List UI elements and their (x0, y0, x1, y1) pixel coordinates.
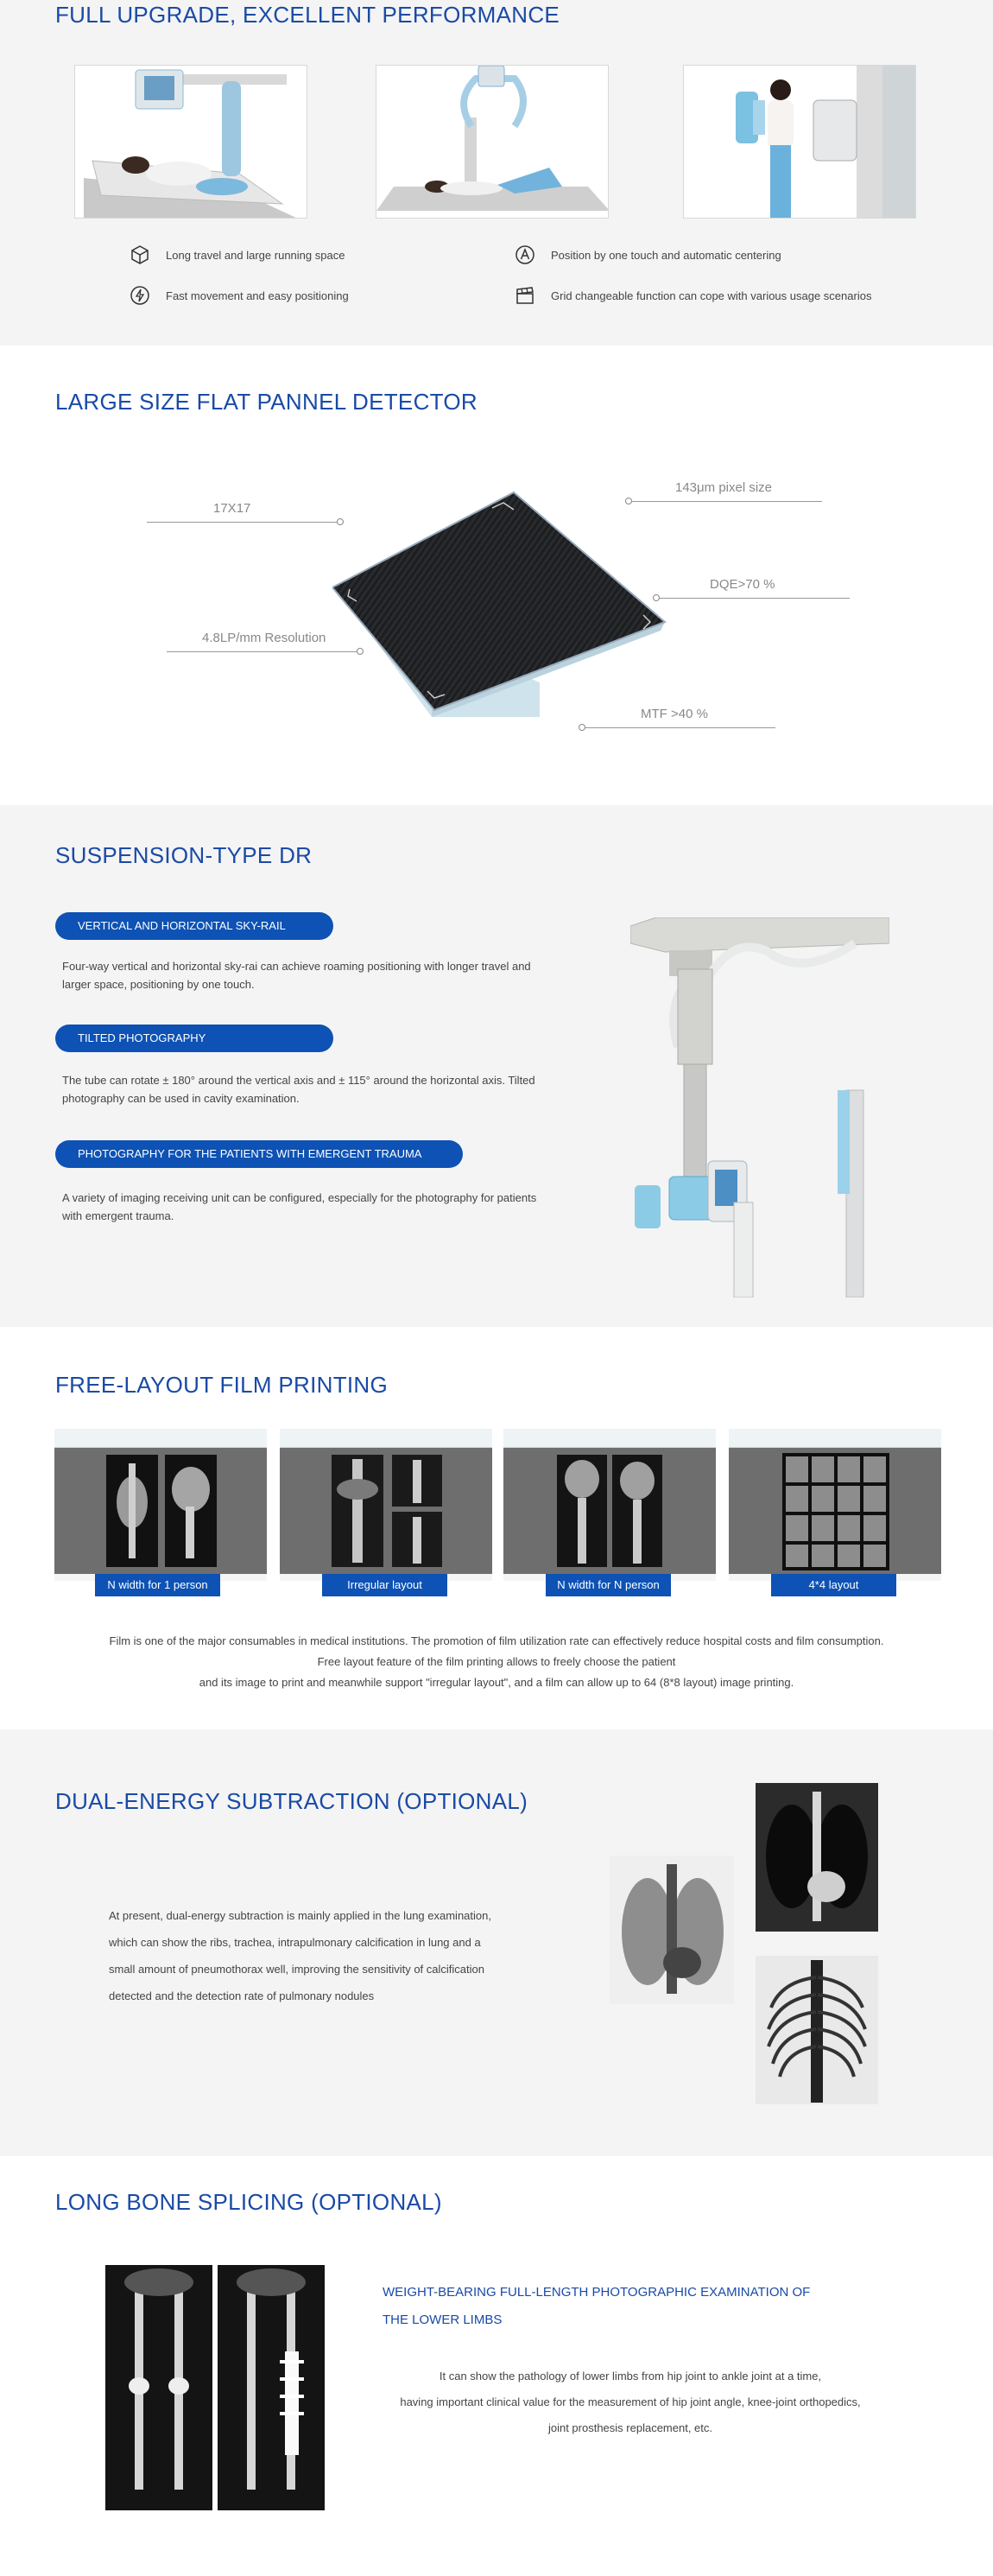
section-title: FREE-LAYOUT FILM PRINTING (55, 1372, 389, 1398)
feature-label: Grid changeable function can cope with various usage scenarios (551, 289, 872, 302)
feature-item (515, 244, 781, 265)
feature-item (130, 285, 349, 306)
film-xray-image (106, 1455, 218, 1567)
feature-label: Fast movement and easy positioning (166, 289, 349, 302)
spec-label: DQE>70 % (710, 577, 775, 592)
chest-xray-soft-tissue (610, 1856, 734, 2004)
spec-dot (625, 498, 632, 504)
film-preview-4 (729, 1429, 941, 1581)
section-dual-energy (0, 1729, 993, 2156)
feature-pill-tilted: TILTED PHOTOGRAPHY (55, 1025, 333, 1052)
section-title: FULL UPGRADE, EXCELLENT PERFORMANCE (55, 2, 560, 28)
section-title: DUAL-ENERGY SUBTRACTION (OPTIONAL) (55, 1788, 528, 1814)
feature-label: Long travel and large running space (166, 248, 345, 262)
film-preview-1 (54, 1429, 267, 1581)
film-toolbar (280, 1429, 492, 1448)
spec-label: 17X17 (213, 501, 251, 516)
dual-energy-line: detected and the detection rate of pulmonary nodules (109, 1989, 375, 2002)
film-description-line: Film is one of the major consumables in medical institutions. The promotion of film utilization rate can effectively reduce hospital costs and film consumption. (109, 1634, 884, 1647)
product-photo-standing-patient (683, 65, 916, 219)
feature-item (130, 244, 345, 265)
film-description-line: Free layout feature of the film printing allows to freely choose the patient (317, 1655, 676, 1668)
section-film-printing (0, 1327, 993, 1729)
film-toolbar (503, 1429, 716, 1448)
product-photo-u-arm (376, 65, 609, 219)
feature-label: Position by one touch and automatic centering (551, 248, 781, 262)
spec-dot (579, 724, 585, 731)
clapperboard-icon (515, 285, 535, 306)
dual-energy-line: which can show the ribs, trachea, intrapulmonary calcification in lung and a (109, 1936, 481, 1949)
section-suspension-dr (0, 805, 993, 1327)
feature-pill-trauma: PHOTOGRAPHY FOR THE PATIENTS WITH EMERGENT TRAUMA (55, 1140, 463, 1168)
film-toolbar (729, 1429, 941, 1448)
film-description-line: and its image to print and meanwhile support "irregular layout", and a film can allow up to 64 (8*8 layout) image printing. (199, 1676, 794, 1689)
feature-item (515, 285, 871, 306)
chest-xray-bone (756, 1956, 878, 2104)
film-caption: Irregular layout (322, 1574, 447, 1596)
spec-leader-line (147, 522, 338, 523)
auto-letter-a-icon (515, 244, 535, 265)
feature-description: A variety of imaging receiving unit can be configured, especially for the photography for patients with emergent trauma. (62, 1191, 537, 1222)
spec-label: 4.8LP/mm Resolution (202, 631, 326, 645)
spec-dot (653, 594, 660, 601)
dual-energy-line: small amount of pneumothorax well, improving the sensitivity of calcification (109, 1963, 484, 1976)
long-bone-subtitle-line: THE LOWER LIMBS (383, 2313, 503, 2327)
film-caption: N width for N person (546, 1574, 671, 1596)
feature-pill-sky-rail: VERTICAL AND HORIZONTAL SKY-RAIL (55, 912, 333, 940)
film-caption: N width for 1 person (95, 1574, 220, 1596)
long-bone-description-line: joint prosthesis replacement, etc. (547, 2421, 713, 2434)
film-preview-2 (280, 1429, 492, 1581)
long-bone-xray-1 (105, 2265, 212, 2510)
spec-label: 143μm pixel size (675, 480, 773, 495)
long-bone-description-line: having important clinical value for the measurement of hip joint angle, knee-joint orthopedics, (400, 2395, 861, 2408)
long-bone-xray-2 (218, 2265, 325, 2510)
section-title: LONG BONE SPLICING (OPTIONAL) (55, 2189, 442, 2215)
spec-leader-line (630, 501, 822, 502)
flat-panel-detector-image (332, 484, 669, 717)
spec-leader-line (167, 651, 358, 652)
product-photo-lying-patient (74, 65, 307, 219)
section-flat-panel-detector (0, 346, 993, 805)
section-title: LARGE SIZE FLAT PANNEL DETECTOR (55, 389, 478, 415)
film-caption: 4*4 layout (771, 1574, 896, 1596)
cube-icon (130, 244, 150, 265)
section-title: SUSPENSION-TYPE DR (55, 842, 313, 868)
section-full-upgrade (0, 0, 993, 346)
film-xray-grid-image (782, 1453, 889, 1570)
spec-leader-line (658, 598, 850, 599)
film-xray-image (332, 1455, 444, 1567)
film-toolbar (54, 1429, 267, 1448)
film-preview-3 (503, 1429, 716, 1581)
chest-xray-standard (756, 1783, 878, 1932)
long-bone-description-line: It can show the pathology of lower limbs from hip joint to ankle joint at a time, (439, 2370, 822, 2382)
dual-energy-line: At present, dual-energy subtraction is mainly applied in the lung examination, (109, 1909, 491, 1922)
spec-leader-line (584, 727, 775, 728)
feature-description: The tube can rotate ± 180° around the vertical axis and ± 115° around the horizontal axis. Tilted photography can be used in cavity examination. (62, 1074, 535, 1105)
film-xray-image (557, 1455, 664, 1567)
lightning-icon (130, 285, 150, 306)
feature-description: Four-way vertical and horizontal sky-rai can achieve roaming positioning with longer travel and larger space, positioning by one touch. (62, 960, 531, 991)
section-long-bone-splicing (0, 2156, 993, 2576)
suspension-dr-device-image (630, 917, 889, 1298)
spec-dot (337, 518, 344, 525)
spec-label: MTF >40 % (641, 707, 708, 721)
long-bone-subtitle-line: WEIGHT-BEARING FULL-LENGTH PHOTOGRAPHIC EXAMINATION OF (383, 2285, 811, 2300)
spec-dot (357, 648, 364, 655)
